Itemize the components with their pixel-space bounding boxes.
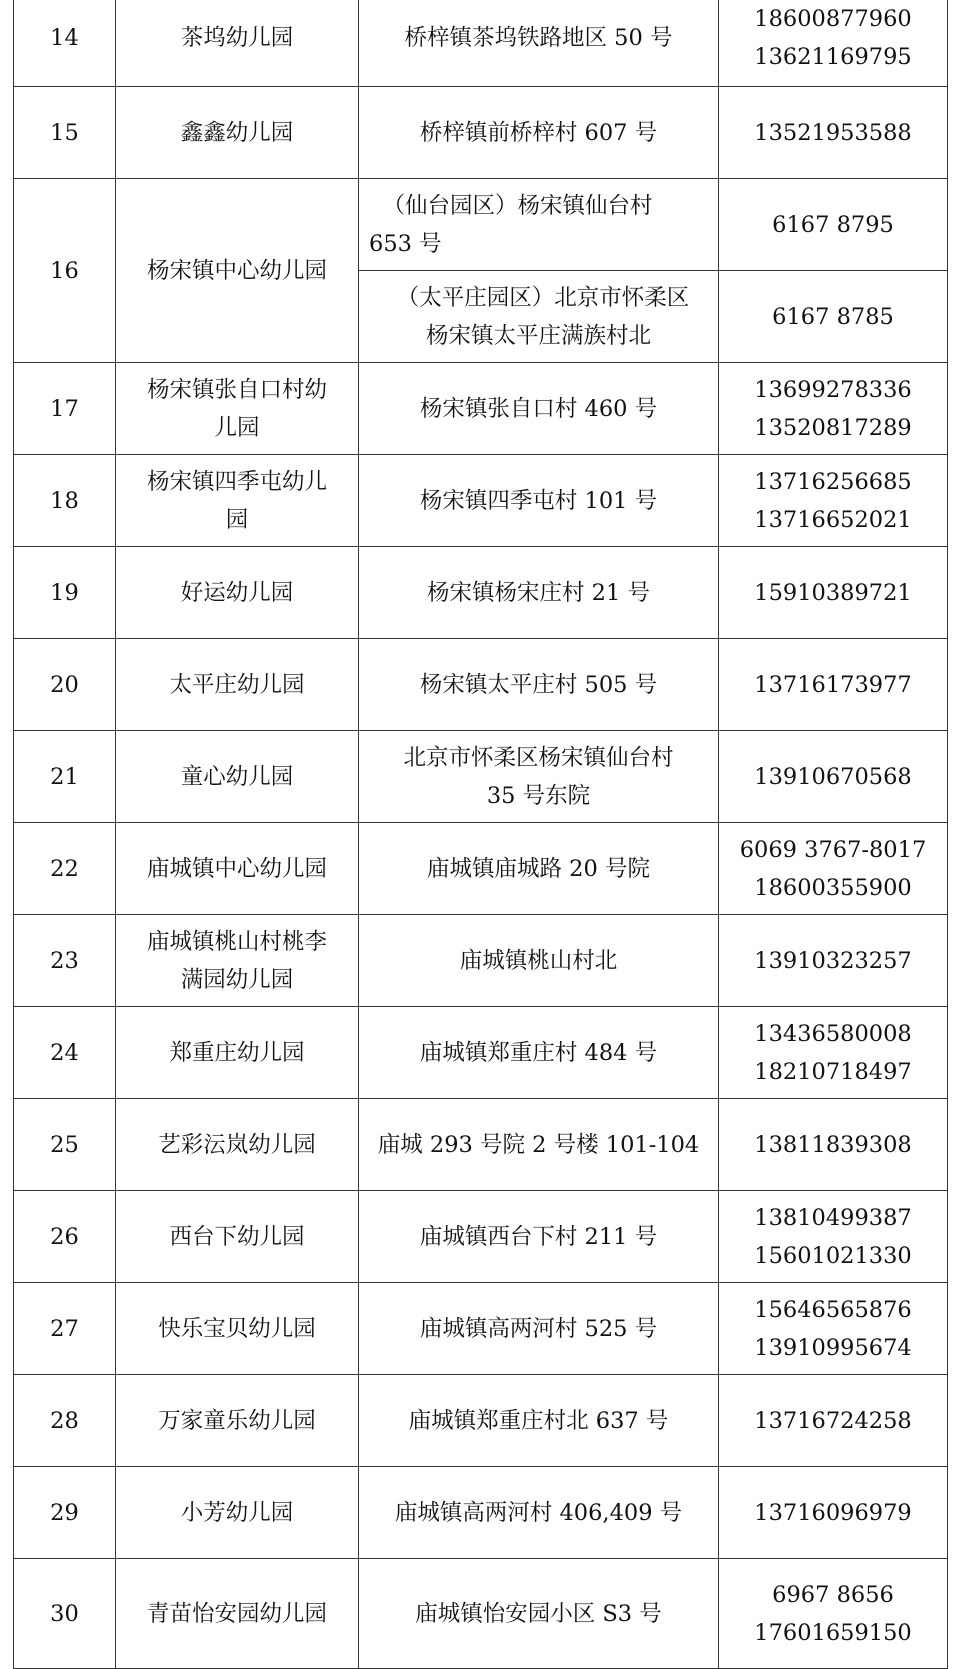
table-row: [14, 179, 948, 271]
kindergarten-name: 快乐宝贝幼儿园: [116, 1283, 359, 1375]
kindergarten-phone: 6167 8795: [719, 179, 948, 271]
row-number: 16: [14, 179, 116, 363]
kindergarten-phone: 6167 8785: [719, 271, 948, 363]
table-row: [14, 1191, 948, 1283]
kindergarten-name: 杨宋镇四季屯幼儿 园: [116, 455, 359, 547]
table-row: [14, 547, 948, 639]
kindergarten-address: 庙城镇郑重庄村 484 号: [359, 1007, 719, 1099]
kindergarten-phone: 13910670568: [719, 731, 948, 823]
kindergarten-address: 庙城镇庙城路 20 号院: [359, 823, 719, 915]
row-number: 24: [14, 1007, 116, 1099]
kindergarten-name: 庙城镇桃山村桃李 满园幼儿园: [116, 915, 359, 1007]
row-number: 28: [14, 1375, 116, 1467]
row-number: 14: [14, 0, 116, 87]
kindergarten-address: 庙城镇西台下村 211 号: [359, 1191, 719, 1283]
kindergarten-phone: 15646565876 13910995674: [719, 1283, 948, 1375]
table-row: [14, 455, 948, 547]
kindergarten-address: 庙城镇怡安园小区 S3 号: [359, 1559, 719, 1669]
kindergarten-address: 桥梓镇前桥梓村 607 号: [359, 87, 719, 179]
row-number: 17: [14, 363, 116, 455]
table-row: [14, 1099, 948, 1191]
kindergarten-phone: 13810499387 15601021330: [719, 1191, 948, 1283]
kindergarten-phone: 6069 3767-8017 18600355900: [719, 823, 948, 915]
kindergarten-address: 庙城镇郑重庄村北 637 号: [359, 1375, 719, 1467]
row-number: 30: [14, 1559, 116, 1669]
table-row: [14, 363, 948, 455]
row-number: 15: [14, 87, 116, 179]
kindergarten-phone: 18600877960 13621169795: [719, 0, 948, 87]
kindergarten-name: 青苗怡安园幼儿园: [116, 1559, 359, 1669]
table-row: [14, 639, 948, 731]
table-row: [14, 731, 948, 823]
kindergarten-table: [13, 0, 948, 1669]
kindergarten-name: 庙城镇中心幼儿园: [116, 823, 359, 915]
row-number: 27: [14, 1283, 116, 1375]
kindergarten-address: 杨宋镇杨宋庄村 21 号: [359, 547, 719, 639]
table-row: [14, 915, 948, 1007]
table-row: [14, 0, 948, 87]
row-number: 29: [14, 1467, 116, 1559]
kindergarten-address: 庙城镇桃山村北: [359, 915, 719, 1007]
kindergarten-phone: 13910323257: [719, 915, 948, 1007]
table-row: [14, 823, 948, 915]
table-row: [14, 1467, 948, 1559]
table-row: [14, 1283, 948, 1375]
kindergarten-address: 庙城镇高两河村 525 号: [359, 1283, 719, 1375]
row-number: 22: [14, 823, 116, 915]
kindergarten-name: 艺彩沄岚幼儿园: [116, 1099, 359, 1191]
kindergarten-phone: 13436580008 18210718497: [719, 1007, 948, 1099]
row-number: 19: [14, 547, 116, 639]
kindergarten-address: 庙城 293 号院 2 号楼 101-104: [359, 1099, 719, 1191]
table-row: [14, 1559, 948, 1669]
kindergarten-name: 小芳幼儿园: [116, 1467, 359, 1559]
row-number: 25: [14, 1099, 116, 1191]
kindergarten-name: 童心幼儿园: [116, 731, 359, 823]
kindergarten-phone: 13716173977: [719, 639, 948, 731]
table-row: [14, 1375, 948, 1467]
kindergarten-phone: 13521953588: [719, 87, 948, 179]
kindergarten-phone: 15910389721: [719, 547, 948, 639]
kindergarten-phone: 13716724258: [719, 1375, 948, 1467]
table-row: [14, 1007, 948, 1099]
kindergarten-address: 桥梓镇茶坞铁路地区 50 号: [359, 0, 719, 87]
kindergarten-phone: 13699278336 13520817289: [719, 363, 948, 455]
table-row: [14, 87, 948, 179]
kindergarten-address: 杨宋镇张自口村 460 号: [359, 363, 719, 455]
kindergarten-address: 北京市怀柔区杨宋镇仙台村 35 号东院: [359, 731, 719, 823]
kindergarten-table-body: [14, 0, 948, 1669]
kindergarten-name: 郑重庄幼儿园: [116, 1007, 359, 1099]
kindergarten-phone: 13716096979: [719, 1467, 948, 1559]
row-number: 18: [14, 455, 116, 547]
kindergarten-name: 西台下幼儿园: [116, 1191, 359, 1283]
kindergarten-address: （仙台园区）杨宋镇仙台村 653 号: [359, 179, 719, 271]
kindergarten-name: 万家童乐幼儿园: [116, 1375, 359, 1467]
kindergarten-name: 好运幼儿园: [116, 547, 359, 639]
kindergarten-name: 杨宋镇中心幼儿园: [116, 179, 359, 363]
kindergarten-address: 杨宋镇太平庄村 505 号: [359, 639, 719, 731]
kindergarten-address: 杨宋镇四季屯村 101 号: [359, 455, 719, 547]
row-number: 26: [14, 1191, 116, 1283]
kindergarten-phone: 6967 8656 17601659150: [719, 1559, 948, 1669]
kindergarten-address: 庙城镇高两河村 406,409 号: [359, 1467, 719, 1559]
kindergarten-name: 太平庄幼儿园: [116, 639, 359, 731]
row-number: 21: [14, 731, 116, 823]
kindergarten-name: 鑫鑫幼儿园: [116, 87, 359, 179]
kindergarten-address: （太平庄园区）北京市怀柔区 杨宋镇太平庄满族村北: [359, 271, 719, 363]
kindergarten-phone: 13811839308: [719, 1099, 948, 1191]
kindergarten-name: 茶坞幼儿园: [116, 0, 359, 87]
row-number: 20: [14, 639, 116, 731]
kindergarten-phone: 13716256685 13716652021: [719, 455, 948, 547]
row-number: 23: [14, 915, 116, 1007]
kindergarten-name: 杨宋镇张自口村幼 儿园: [116, 363, 359, 455]
